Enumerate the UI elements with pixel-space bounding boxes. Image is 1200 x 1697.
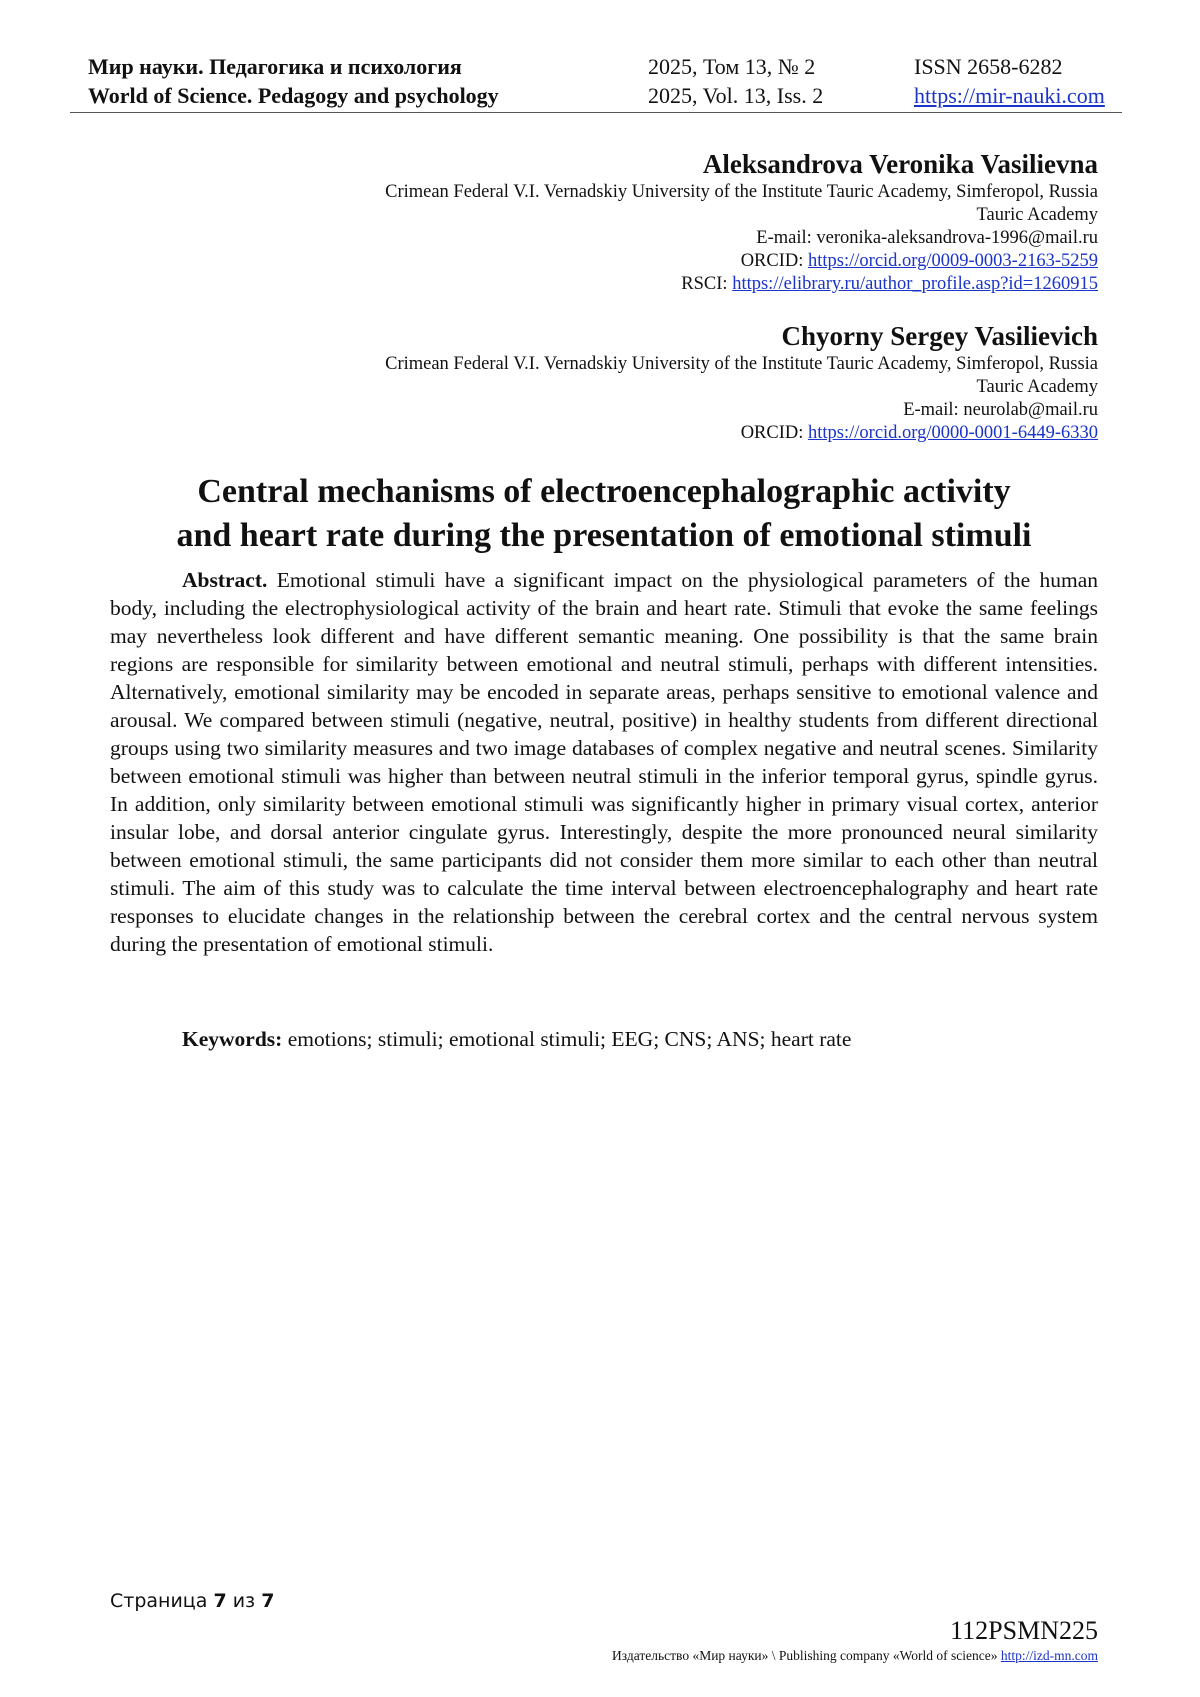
author-email: [238, 227, 1098, 250]
publisher-text: Издательство «Мир науки» \ Publishing company «World of science»: [612, 1648, 1001, 1663]
author-name: Aleksandrova Veronika Vasilievna: [702, 149, 1098, 179]
publisher-line: [612, 1648, 1098, 1664]
journal-site-link[interactable]: https://mir-nauki.com: [914, 83, 1105, 108]
email-label: E-mail:: [903, 400, 964, 420]
orcid-label: ORCID:: [740, 423, 809, 443]
issue-info-ru: 2025, Том 13, № 2: [648, 54, 816, 79]
orcid-link[interactable]: https://orcid.org/0000-0001-6449-6330: [808, 423, 1098, 443]
keywords: [182, 1025, 851, 1053]
author-affiliation-short: Tauric Academy: [976, 205, 1098, 225]
rsci-link[interactable]: https://elibrary.ru/author_profile.asp?id=1260915: [732, 274, 1098, 294]
journal-title-ru: Мир науки. Педагогика и психология: [88, 54, 462, 79]
page-total: 7: [261, 1590, 275, 1612]
keywords-text: emotions; stimuli; emotional stimuli; EEG; CNS; ANS; heart rate: [287, 1027, 852, 1051]
author-block-1: [238, 147, 1098, 296]
article-title: [110, 470, 1098, 558]
author-affiliation: Crimean Federal V.I. Vernadskiy University of the Institute Tauric Academy, Simferopol, Russia: [385, 354, 1098, 374]
title-line-1: Central mechanisms of electroencephalographic activity: [197, 473, 1011, 510]
author-orcid: [238, 422, 1098, 445]
keywords-label: Keywords:: [182, 1027, 283, 1051]
abstract-text: Emotional stimuli have a significant impact on the physiological parameters of the human body, including the electrophysiological activity of the brain and heart rate. Stimuli that evoke the same feelings may nevertheless look different and have different semantic meaning. One possibility is that the same brain regions are responsible for similarity between emotional and neutral stimuli, perhaps with different intensities. Alternatively, emotional similarity may be encoded in separate areas, perhaps sensitive to emotional valence and arousal. We compared between stimuli (negative, neutral, positive) in healthy students from different directional groups using two similarity measures and two image databases of complex negative and neutral scenes. Similarity between emotional stimuli was higher than between neutral stimuli in the inferior temporal gyrus, spindle gyrus. In addition, only similarity between emotional stimuli was significantly higher in primary visual cortex, anterior insular lobe, and dorsal anterior cingulate gyrus. Interestingly, despite the more pronounced neural similarity between emotional stimuli, the same participants did not consider them more similar to each other than neutral stimuli. The aim of this study was to calculate the time interval between electroencephalography and heart rate responses to elucidate changes in the relationship between the cerebral cortex and the central nervous system during the presentation of emotional stimuli.: [110, 568, 1099, 956]
title-line-2: and heart rate during the presentation of emotional stimuli: [176, 517, 1032, 554]
orcid-label: ORCID:: [740, 251, 809, 271]
article-code: 112PSMN225: [950, 1616, 1098, 1645]
journal-header: [88, 52, 1122, 110]
email-label: E-mail:: [756, 228, 817, 248]
header-divider: [70, 112, 1122, 113]
issn: ISSN 2658-6282: [914, 54, 1063, 79]
page-number: [110, 1590, 274, 1612]
author-email: [238, 399, 1098, 422]
author-rsci: [238, 273, 1098, 296]
abstract-label: Abstract.: [182, 568, 268, 592]
journal-title-en: World of Science. Pedagogy and psychology: [88, 83, 499, 108]
publisher-link[interactable]: http://izd-mn.com: [1000, 1648, 1098, 1663]
email-value: veronika-aleksandrova-1996@mail.ru: [816, 228, 1098, 248]
issue-info-en: 2025, Vol. 13, Iss. 2: [648, 83, 824, 108]
page-prefix: Страница: [110, 1590, 214, 1612]
author-affiliation: Crimean Federal V.I. Vernadskiy University of the Institute Tauric Academy, Simferopol, Russia: [385, 182, 1098, 202]
abstract: [110, 566, 1098, 958]
author-block-2: [238, 319, 1098, 445]
rsci-label: RSCI:: [681, 274, 733, 294]
page-current: 7: [213, 1590, 227, 1612]
author-affiliation-short: Tauric Academy: [976, 377, 1098, 397]
author-orcid: [238, 250, 1098, 273]
orcid-link[interactable]: https://orcid.org/0009-0003-2163-5259: [808, 251, 1098, 271]
page-mid: из: [226, 1590, 262, 1612]
email-value: neurolab@mail.ru: [963, 400, 1098, 420]
author-name: Chyorny Sergey Vasilievich: [781, 321, 1098, 351]
